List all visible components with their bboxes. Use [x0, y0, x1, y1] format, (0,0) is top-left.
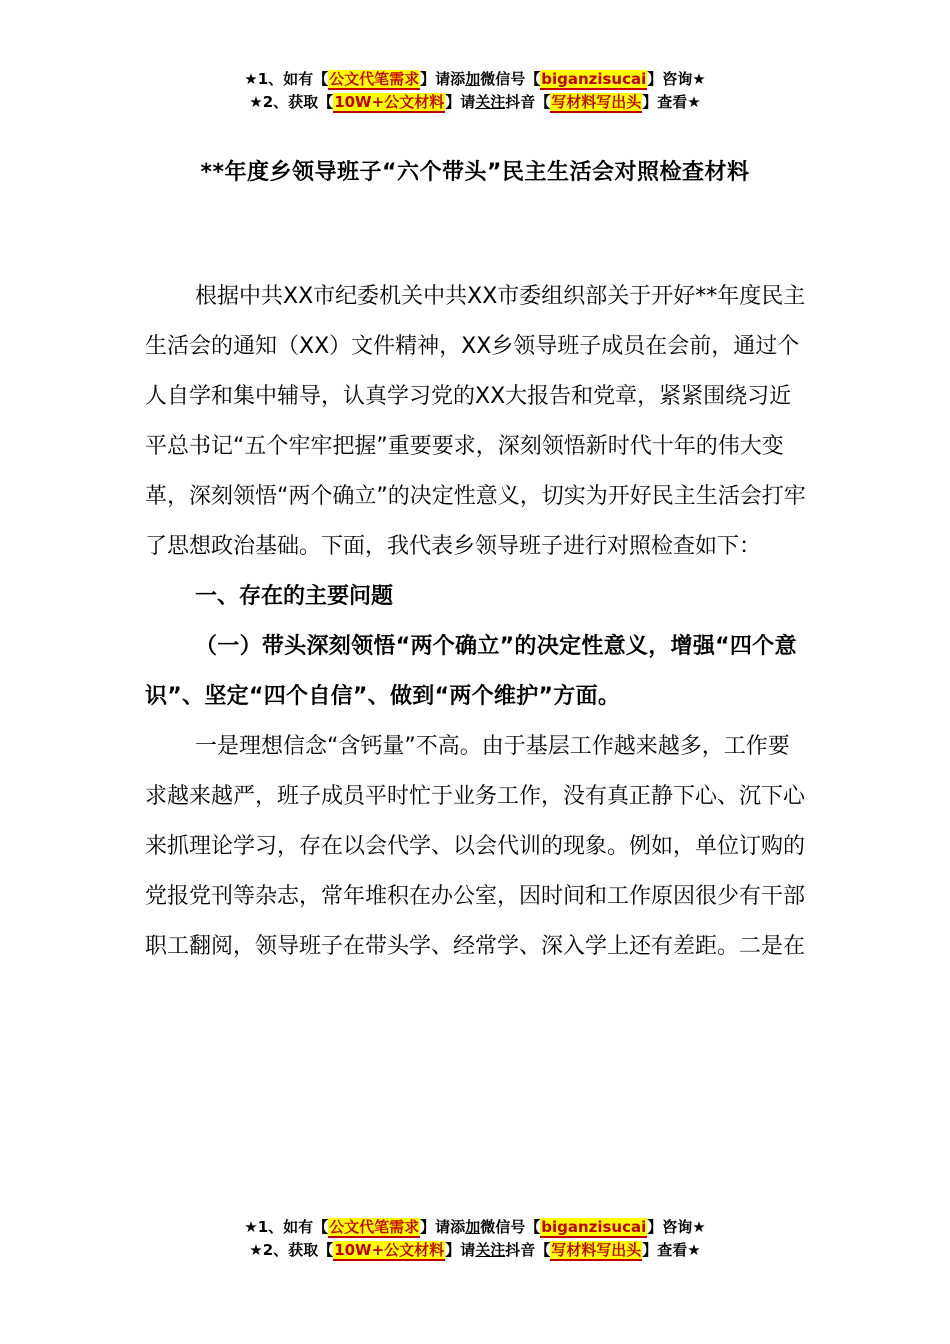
banner-text: ★1、如有【: [244, 70, 329, 88]
body-paragraph: 一是理想信念“含钙量”不高。由于基层工作越来越多，工作要求越来越严，班子成员平时忙于业务工作，没有真正静下心、沉下心来抓理论学习，存在以会代学、以会代训的现象。例如，单位订购的党报党刊等杂志，常年堆积在办公室，因时间和工作原因很少有干部职工翻阅，领导班子在带头学、经常学、深入学上还有差距。二是在: [145, 734, 806, 959]
banner-text: 】咨询★: [647, 70, 706, 88]
banner-text: 】咨询★: [647, 1218, 706, 1236]
document-body: [145, 272, 810, 972]
section-heading: 一、存在的主要问题: [195, 584, 394, 609]
banner-highlight: 10W+公文材料: [334, 93, 445, 111]
banner-highlight: 写材料写出头: [551, 1241, 642, 1259]
banner-highlight: 10W+公文材料: [334, 1241, 445, 1259]
header-banner: [0, 68, 950, 114]
banner-text: 】请添: [420, 70, 466, 88]
banner-highlight: 公文代笔需求: [329, 1218, 420, 1236]
banner-text: 抖音【: [505, 93, 551, 111]
banner-highlight: biganzisucai: [541, 1218, 647, 1236]
banner-line-1: [0, 1216, 950, 1239]
banner-text: 微信号【: [480, 70, 541, 88]
banner-line-1: [0, 68, 950, 91]
document-title: **年度乡领导班子“六个带头”民主生活会对照检查材料: [200, 160, 750, 185]
banner-highlight: 公文代笔需求: [329, 70, 420, 88]
banner-text: 抖音【: [505, 1241, 551, 1259]
banner-underlined: 加: [465, 70, 481, 88]
banner-text: ★2、获取【: [249, 93, 334, 111]
banner-underlined: 关注: [475, 1241, 506, 1259]
intro-paragraph: 根据中共XX市纪委机关中共XX市委组织部关于开好**年度民主生活会的通知（XX）文件精神，XX乡领导班子成员在会前，通过个人自学和集中辅导，认真学习党的XX大报告和党章，紧紧围绕习近平总书记“五个牢牢把握”重要要求，深刻领悟新时代十年的伟大变革，深刻领悟“两个确立”的决定性意义，切实为开好民主生活会打牢了思想政治基础。下面，我代表乡领导班子进行对照检查如下：: [145, 284, 806, 559]
banner-text: ★1、如有【: [244, 1218, 329, 1236]
banner-text: 】请添: [420, 1218, 466, 1236]
banner-underlined: 关注: [475, 93, 506, 111]
footer-banner: [0, 1216, 950, 1262]
banner-text: ★2、获取【: [249, 1241, 334, 1259]
banner-text: 】请: [445, 93, 476, 111]
banner-text: 】查看★: [642, 1241, 701, 1259]
banner-line-2: [0, 1239, 950, 1262]
subsection-heading: （一）带头深刻领悟“两个确立”的决定性意义，增强“四个意识”、坚定“四个自信”、做到“两个维护”方面。: [145, 634, 797, 709]
banner-text: 】请: [445, 1241, 476, 1259]
banner-highlight: biganzisucai: [541, 70, 647, 88]
banner-text: 】查看★: [642, 93, 701, 111]
banner-underlined: 加: [465, 1218, 481, 1236]
banner-text: 微信号【: [480, 1218, 541, 1236]
banner-highlight: 写材料写出头: [551, 93, 642, 111]
banner-line-2: [0, 91, 950, 114]
